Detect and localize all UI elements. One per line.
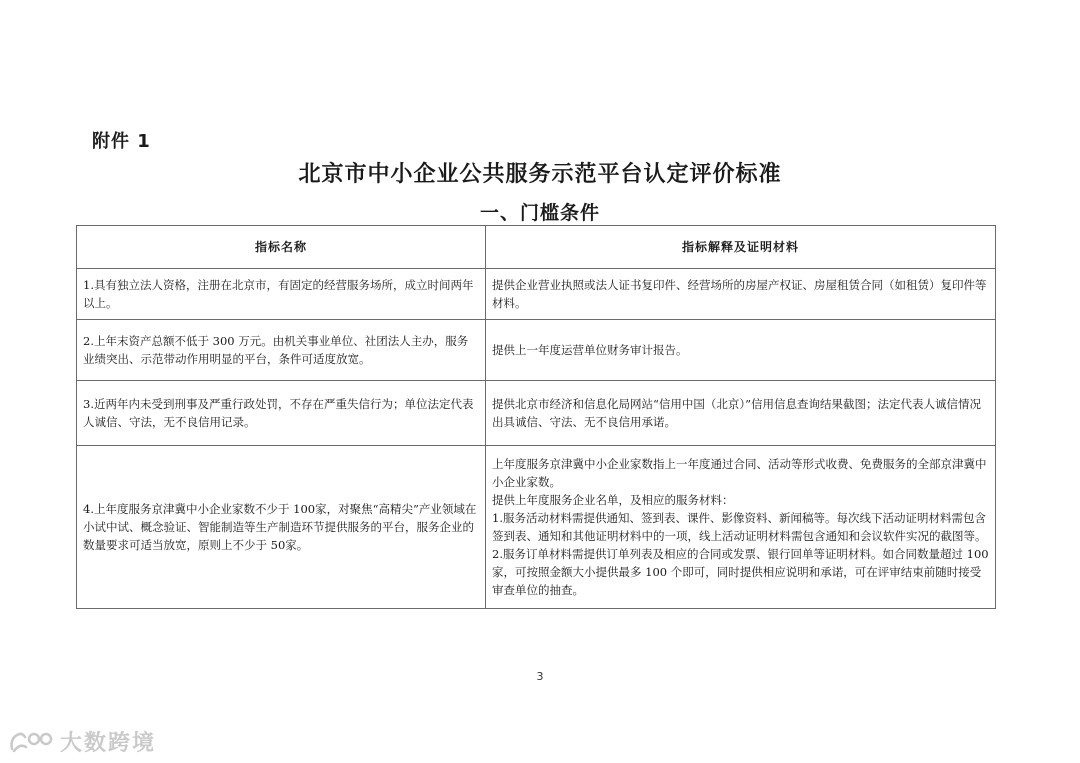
evidence-text: 上年度服务京津冀中小企业家数指上一年度通过合同、活动等形式收费、免费服务的全部京津冀中小企业家数。 (492, 457, 987, 489)
table-row (77, 320, 996, 381)
document-title: 北京市中小企业公共服务示范平台认定评价标准 (298, 162, 782, 187)
criterion-cell: 4.上年度服务京津冀中小企业家数不少于 100家，对聚焦“高精尖”产业领域在小试中试、概念验证、智能制造等生产制造环节提供服务的平台，服务企业的数量要求可适当放宽，原则上不少于 50家。 (77, 446, 486, 609)
evidence-cell (486, 381, 996, 446)
evidence-text: 1.服务活动材料需提供通知、签到表、课件、影像资料、新闻稿等。每次线下活动证明材料需包含签到表、通知和其他证明材料中的一项，线上活动证明材料需包含通知和会议软件实况的截图等。 (492, 511, 987, 543)
header-criterion: 指标名称 (77, 226, 486, 269)
evidence-text: 2.服务订单材料需提供订单列表及相应的合同或发票、银行回单等证明材料。如合同数量超过 100家，可按照金额大小提供最多 100 个即可，同时提供相应说明和承诺，可在评审结束前随时接受审查单位的抽查。 (492, 547, 989, 597)
watermark-text: 大数跨境 (60, 731, 157, 756)
evidence-cell (486, 320, 996, 381)
evidence-cell (486, 446, 996, 609)
criterion-cell: 1.具有独立法人资格，注册在北京市，有固定的经营服务场所，成立时间两年以上。 (77, 269, 486, 320)
evidence-cell (486, 269, 996, 320)
table-row (77, 446, 996, 609)
criteria-table (76, 225, 996, 609)
watermark (8, 726, 156, 757)
evidence-text: 提供上一年度运营单位财务审计报告。 (492, 343, 688, 357)
page-number: 3 (536, 670, 544, 683)
evidence-text: 提供北京市经济和信息化局网站“信用中国（北京）”信用信息查询结果截图；法定代表人诚信情况出具诚信、守法、无不良信用承诺。 (492, 397, 982, 429)
table-row (77, 381, 996, 446)
criterion-cell: 2.上年末资产总额不低于 300 万元。由机关事业单位、社团法人主办，服务业绩突出、示范带动作用明显的平台，条件可适度放宽。 (77, 320, 486, 381)
section-title: 一、门槛条件 (479, 202, 600, 224)
header-evidence: 指标解释及证明材料 (486, 226, 996, 269)
table-header-row (77, 226, 996, 269)
brand-logo-icon (8, 729, 54, 755)
table-row (77, 269, 996, 320)
attachment-label: 附件 1 (92, 131, 151, 152)
evidence-text: 提供上年度服务企业名单，及相应的服务材料： (492, 493, 734, 507)
evidence-text: 提供企业营业执照或法人证书复印件、经营场所的房屋产权证、房屋租赁合同（如租赁）复印件等材料。 (492, 278, 987, 310)
criterion-cell: 3.近两年内未受到刑事及严重行政处罚，不存在严重失信行为；单位法定代表人诚信、守法，无不良信用记录。 (77, 381, 486, 446)
